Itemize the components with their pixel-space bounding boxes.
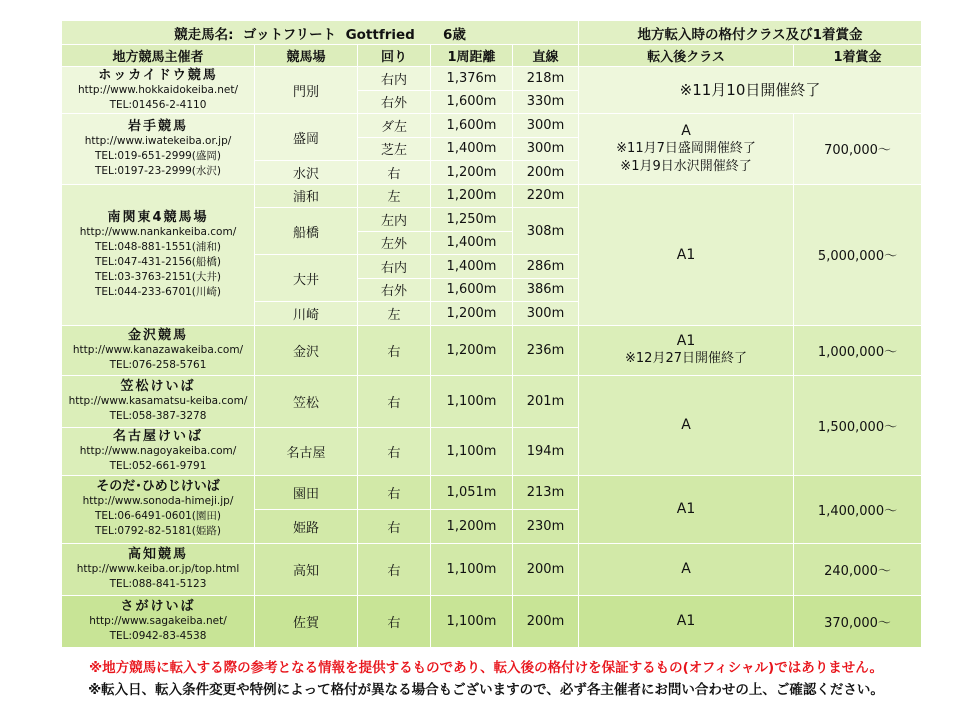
distance-cell: 1,100m <box>431 543 513 595</box>
track-cell: 名古屋 <box>255 427 358 475</box>
organizer-url[interactable]: http://www.nankankeiba.com/ <box>79 225 237 238</box>
organizer-url[interactable]: http://www.sagakeiba.net/ <box>89 614 227 627</box>
direction-cell: 右 <box>358 375 431 427</box>
table-row <box>62 325 922 375</box>
organizer-url[interactable]: http://www.keiba.or.jp/top.html <box>76 562 240 575</box>
straight-cell: 308m <box>513 208 579 255</box>
organizer-url[interactable]: http://www.sonoda-himeji.jp/ <box>82 495 234 507</box>
direction-cell: 左 <box>358 184 431 208</box>
distance-cell: 1,400m <box>431 255 513 279</box>
class-cell: A1 <box>579 184 794 325</box>
distance-cell: 1,200m <box>431 302 513 326</box>
organizer-cell-saga <box>62 595 255 647</box>
organizer-cell-hokkaido <box>62 67 255 114</box>
organizer-url[interactable]: http://www.iwatekeiba.or.jp/ <box>84 134 232 147</box>
table-row <box>62 375 922 427</box>
organizer-url[interactable]: http://www.kanazawakeiba.com/ <box>72 343 244 356</box>
organizer-name: さがけいば <box>120 598 196 614</box>
organizer-name: 名古屋けいば <box>112 428 203 444</box>
direction-cell: 右外 <box>358 278 431 302</box>
direction-cell: 右内 <box>358 255 431 279</box>
organizer-name: そのだ･ひめじけいば <box>96 479 220 494</box>
table-row <box>62 114 922 138</box>
column-header-class: 転入後クラス <box>579 45 794 67</box>
organizer-tel: TEL:044-233-6701(川崎) <box>94 285 221 298</box>
direction-cell: 右 <box>358 161 431 185</box>
straight-cell: 330m <box>513 90 579 114</box>
prize-cell: 700,000～ <box>794 114 922 185</box>
class-cell: A1 <box>579 475 794 543</box>
class-cell <box>579 325 794 375</box>
straight-cell: 213m <box>513 475 579 509</box>
class-cell: A <box>579 543 794 595</box>
track-cell: 門別 <box>255 67 358 114</box>
organizer-cell-kasamatsu <box>62 375 255 427</box>
distance-cell: 1,600m <box>431 114 513 138</box>
track-cell: 川崎 <box>255 302 358 326</box>
direction-cell: 左内 <box>358 208 431 232</box>
class-value: A1 <box>676 333 696 349</box>
column-header-prize: 1着賞金 <box>794 45 922 67</box>
track-cell: 船橋 <box>255 208 358 255</box>
straight-cell: 230m <box>513 509 579 543</box>
organizer-tel: TEL:058-387-3278 <box>109 409 207 422</box>
organizer-name: 岩手競馬 <box>127 118 188 134</box>
prize-cell: 240,000～ <box>794 543 922 595</box>
footer-notes <box>36 657 936 701</box>
table-row <box>62 184 922 208</box>
track-cell: 姫路 <box>255 509 358 543</box>
prize-cell: 370,000～ <box>794 595 922 647</box>
direction-cell: 右 <box>358 509 431 543</box>
organizer-name: 高知競馬 <box>127 546 188 562</box>
organizer-url[interactable]: http://www.nagoyakeiba.com/ <box>79 444 237 457</box>
straight-cell: 201m <box>513 375 579 427</box>
distance-cell: 1,600m <box>431 278 513 302</box>
distance-cell: 1,200m <box>431 161 513 185</box>
table-row <box>62 475 922 509</box>
prize-cell: 1,500,000～ <box>794 375 922 475</box>
organizer-tel: TEL:0942-83-4538 <box>109 629 207 642</box>
direction-cell: 左 <box>358 302 431 326</box>
prize-cell: 1,400,000～ <box>794 475 922 543</box>
organizer-tel: TEL:06-6491-0601(園田) <box>94 510 221 522</box>
class-note: ※11月7日盛岡開催終了 <box>616 140 756 156</box>
organizer-cell-nagoya <box>62 427 255 475</box>
distance-cell: 1,200m <box>431 184 513 208</box>
prize-cell: 5,000,000～ <box>794 184 922 325</box>
disclaimer-note: ※地方競馬に転入する際の参考となる情報を提供するものであり、転入後の格付けを保証するもの(オフィシャル)ではありません。 <box>88 660 884 676</box>
table-row <box>62 543 922 595</box>
distance-cell: 1,100m <box>431 375 513 427</box>
organizer-tel: TEL:0197-23-2999(水沢) <box>94 164 221 177</box>
organizer-tel: TEL:03-3763-2151(大井) <box>94 270 221 283</box>
class-cell <box>579 114 794 185</box>
organizer-tel: TEL:0792-82-5181(姫路) <box>94 525 221 537</box>
straight-cell: 220m <box>513 184 579 208</box>
class-cell: A <box>579 375 794 475</box>
direction-cell: 右 <box>358 325 431 375</box>
organizer-tel: TEL:048-881-1551(浦和) <box>94 240 221 253</box>
class-value: A <box>681 122 691 139</box>
distance-cell: 1,400m <box>431 231 513 255</box>
straight-cell: 218m <box>513 67 579 91</box>
direction-cell: 右外 <box>358 90 431 114</box>
track-cell: 金沢 <box>255 325 358 375</box>
track-cell: 園田 <box>255 475 358 509</box>
distance-cell: 1,250m <box>431 208 513 232</box>
column-header-direction: 回り <box>358 45 431 67</box>
organizer-name: 南関東4競馬場 <box>107 209 209 225</box>
organizer-tel: TEL:01456-2-4110 <box>109 98 207 111</box>
organizer-name: 金沢競馬 <box>127 327 188 343</box>
straight-cell: 200m <box>513 595 579 647</box>
organizer-tel: TEL:019-651-2999(盛岡) <box>94 149 221 162</box>
result-note: ※11月10日開催終了 <box>679 81 821 99</box>
straight-cell: 300m <box>513 302 579 326</box>
direction-cell: ダ左 <box>358 114 431 138</box>
distance-cell: 1,100m <box>431 595 513 647</box>
result-note-cell <box>579 67 922 114</box>
straight-cell: 300m <box>513 114 579 138</box>
organizer-name: 笠松けいば <box>120 378 196 394</box>
table-row <box>62 67 922 91</box>
organizer-url[interactable]: http://www.hokkaidokeiba.net/ <box>77 83 239 96</box>
direction-cell: 右 <box>358 595 431 647</box>
distance-cell: 1,200m <box>431 509 513 543</box>
distance-cell: 1,600m <box>431 90 513 114</box>
organizer-url[interactable]: http://www.kasamatsu-keiba.com/ <box>68 394 248 407</box>
organizer-tel: TEL:076-258-5761 <box>109 358 207 371</box>
contact-note: ※転入日、転入条件変更や特例によって格付が異なる場合もございますので、必ず各主催者にお問い合わせの上、ご確認ください。 <box>88 682 884 698</box>
track-cell: 笠松 <box>255 375 358 427</box>
direction-cell: 右 <box>358 475 431 509</box>
organizer-cell-iwate <box>62 114 255 185</box>
distance-cell: 1,376m <box>431 67 513 91</box>
column-header-distance: 1周距離 <box>431 45 513 67</box>
distance-cell: 1,400m <box>431 137 513 161</box>
class-note: ※12月27日開催終了 <box>625 351 747 366</box>
track-cell: 高知 <box>255 543 358 595</box>
column-header-organizer: 地方競馬主催者 <box>62 45 255 67</box>
organizer-tel: TEL:088-841-5123 <box>109 577 207 590</box>
straight-cell: 194m <box>513 427 579 475</box>
straight-cell: 386m <box>513 278 579 302</box>
organizer-cell-kanazawa <box>62 325 255 375</box>
column-header-straight: 直線 <box>513 45 579 67</box>
distance-cell: 1,200m <box>431 325 513 375</box>
direction-cell: 左外 <box>358 231 431 255</box>
straight-cell: 200m <box>513 161 579 185</box>
horse-name-header: 競走馬名: ゴットフリート Gottfried 6歳 <box>62 21 579 45</box>
distance-cell: 1,100m <box>431 427 513 475</box>
track-cell: 盛岡 <box>255 114 358 161</box>
organizer-name: ホッカイドウ競馬 <box>98 67 218 83</box>
direction-cell: 右 <box>358 543 431 595</box>
direction-cell: 右内 <box>358 67 431 91</box>
organizer-cell-minamikanto <box>62 184 255 325</box>
track-cell: 佐賀 <box>255 595 358 647</box>
organizer-tel: TEL:047-431-2156(船橋) <box>94 255 221 268</box>
prize-cell: 1,000,000～ <box>794 325 922 375</box>
organizer-cell-sonoda <box>62 475 255 543</box>
class-cell: A1 <box>579 595 794 647</box>
direction-cell: 芝左 <box>358 137 431 161</box>
straight-cell: 300m <box>513 137 579 161</box>
section-title-header: 地方転入時の格付クラス及び1着賞金 <box>579 21 922 45</box>
track-cell: 浦和 <box>255 184 358 208</box>
straight-cell: 236m <box>513 325 579 375</box>
direction-cell: 右 <box>358 427 431 475</box>
straight-cell: 200m <box>513 543 579 595</box>
column-header-track: 競馬場 <box>255 45 358 67</box>
straight-cell: 286m <box>513 255 579 279</box>
transfer-class-table <box>61 20 922 648</box>
class-note: ※1月9日水沢開催終了 <box>620 158 752 174</box>
organizer-cell-kochi <box>62 543 255 595</box>
table-row <box>62 595 922 647</box>
track-cell: 大井 <box>255 255 358 302</box>
track-cell: 水沢 <box>255 161 358 185</box>
organizer-tel: TEL:052-661-9791 <box>109 459 207 472</box>
distance-cell: 1,051m <box>431 475 513 509</box>
